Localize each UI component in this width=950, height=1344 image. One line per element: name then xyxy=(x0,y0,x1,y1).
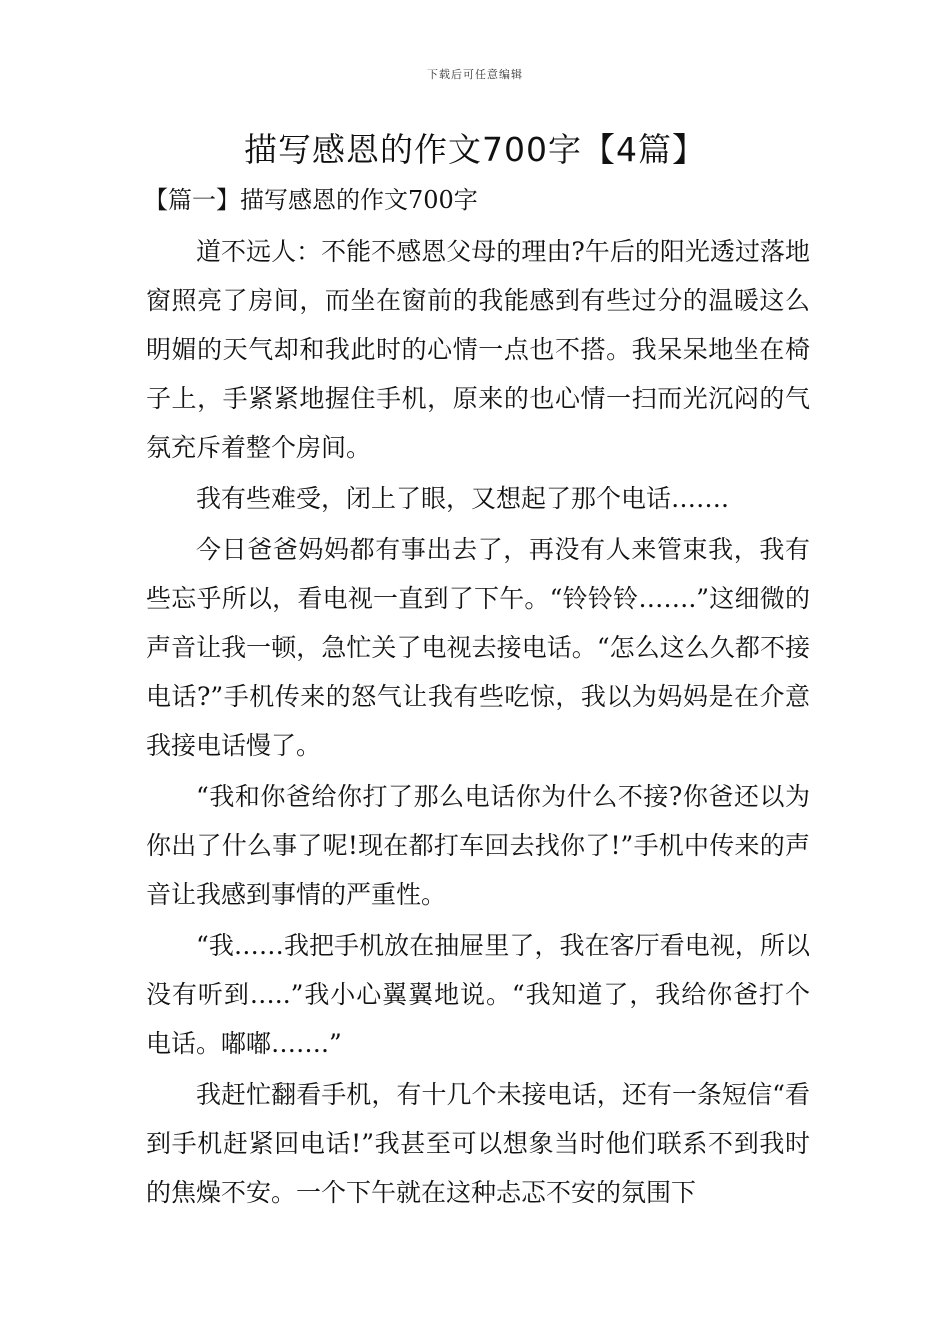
section-heading: 【篇一】描写感恩的作文700字 xyxy=(144,186,478,214)
paragraph: “我……我把手机放在抽屉里了，我在客厅看电视，所以没有听到…..”我小心翼翼地说。“我知道了，我给你爸打个电话。嘟嘟…….” xyxy=(146,931,810,1058)
paragraph: 今日爸爸妈妈都有事出去了，再没有人来管束我，我有些忘乎所以，看电视一直到了下午。“铃铃铃…….”这细微的声音让我一顿，急忙关了电视去接电话。“怎么这么久都不接电话?”手机传来的怒气让我有些吃惊，我以为妈妈是在介意我接电话慢了。 xyxy=(146,535,810,760)
paragraph: 我赶忙翻看手机，有十几个未接电话，还有一条短信“看到手机赶紧回电话!”我甚至可以想象当时他们联系不到我时的焦燥不安。一个下午就在这种忐忑不安的氛围下 xyxy=(146,1080,810,1207)
document-title: 描写感恩的作文700字【4篇】 xyxy=(244,130,706,169)
paragraph: “我和你爸给你打了那么电话你为什么不接?你爸还以为你出了什么事了呢!现在都打车回去找你了!”手机中传来的声音让我感到事情的严重性。 xyxy=(146,782,810,909)
header-note: 下载后可任意编辑 xyxy=(427,68,523,81)
paragraph: 我有些难受，闭上了眼，又想起了那个电话……. xyxy=(196,484,729,513)
paragraph: 道不远人：不能不感恩父母的理由?午后的阳光透过落地窗照亮了房间，而坐在窗前的我能感到有些过分的温暖这么明媚的天气却和我此时的心情一点也不搭。我呆呆地坐在椅子上，手紧紧地握住手机，原来的也心情一扫而光沉闷的气氛充斥着整个房间。 xyxy=(146,237,810,462)
essay-body xyxy=(146,227,810,1219)
